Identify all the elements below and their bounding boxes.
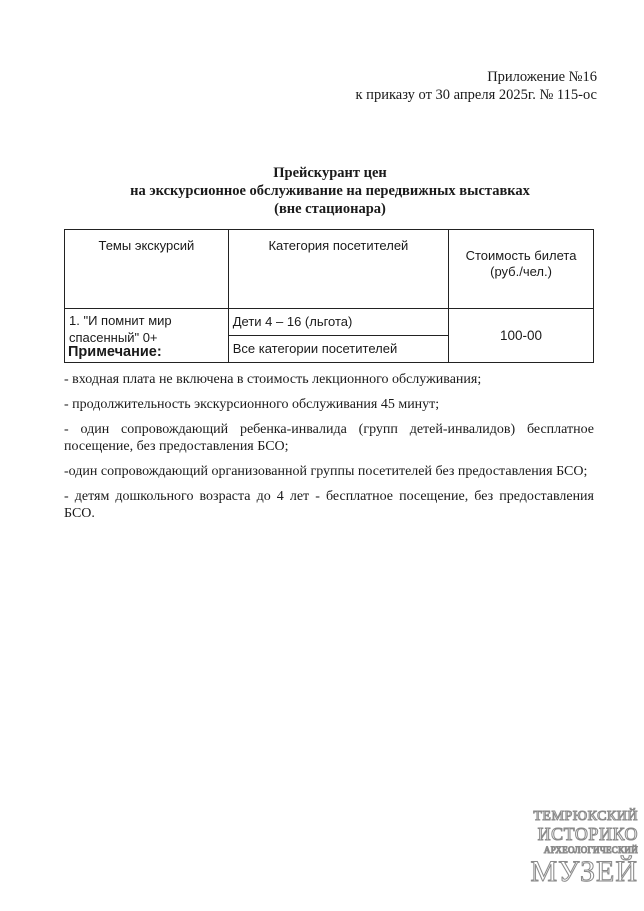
notes-heading: Примечание: [68, 344, 162, 360]
logo-line-4: МУЗЕЙ [530, 855, 638, 888]
header-category: Категория посетителей [228, 230, 448, 309]
price-table [64, 229, 594, 363]
note-item: - продолжительность экскурсионного обслуживания 45 минут; [64, 397, 440, 412]
appendix-number: Приложение №16 [487, 69, 597, 85]
cell-category-children: Дети 4 – 16 (льгота) [228, 309, 448, 336]
title-line-1: Прейскурант цен [273, 165, 387, 181]
header-cost: Стоимость билета (руб./чел.) [449, 230, 594, 309]
logo-line-1: ТЕМРЮКСКИЙ [533, 809, 638, 824]
cell-category-all: Все категории посетителей [228, 336, 448, 363]
cell-price: 100-00 [449, 309, 594, 363]
museum-logo [530, 810, 638, 887]
appendix-order: к приказу от 30 апреля 2025г. № 115-ос [355, 87, 597, 103]
logo-line-3: АРХЕОЛОГИЧЕСКИЙ [543, 845, 638, 855]
title-line-2: на экскурсионное обслуживание на передвижных выставках [130, 183, 530, 199]
header-theme: Темы экскурсий [65, 230, 229, 309]
notes-section [64, 344, 594, 530]
logo-line-2: ИСТОРИКО [537, 824, 638, 844]
table-header-row [65, 230, 594, 309]
note-item: - один сопровождающий ребенка-инвалида (групп детей-инвалидов) бесплатное посещение, без предоставления БСО; [64, 422, 594, 454]
document-title [60, 164, 600, 218]
cell-theme: 1. "И помнит мир спасенный" 0+ [65, 309, 229, 363]
appendix-reference [356, 68, 597, 104]
note-item: - входная плата не включена в стоимость лекционного обслуживания; [64, 372, 482, 387]
title-line-3: (вне стационара) [274, 201, 386, 217]
table-row [65, 309, 594, 336]
note-item: - детям дошкольного возраста до 4 лет - бесплатное посещение, без предоставления БСО. [64, 489, 594, 521]
note-item: -один сопровождающий организованной группы посетителей без предоставления БСО; [64, 464, 588, 479]
